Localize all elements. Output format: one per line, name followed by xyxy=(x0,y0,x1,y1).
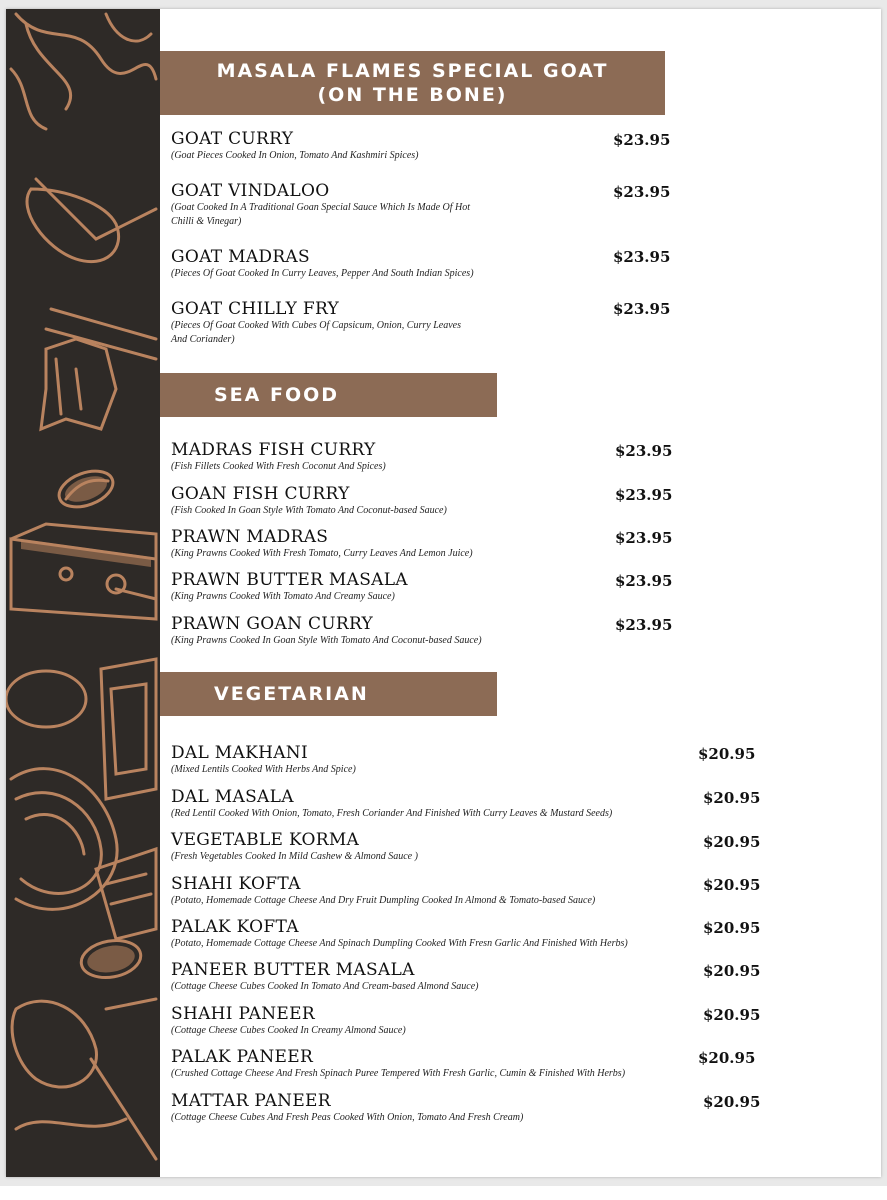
item-description-line2: And Coriander) xyxy=(171,334,235,345)
item-price: $20.95 xyxy=(703,1093,761,1111)
item-description: (Cottage Cheese Cubes Cooked In Tomato And Cream-based Almond Sauce) xyxy=(171,981,479,992)
item-price: $23.95 xyxy=(613,131,671,149)
menu-item-vegetable-korma xyxy=(171,830,418,864)
item-name: PANEER BUTTER MASALA xyxy=(171,960,415,980)
item-description: (Fresh Vegetables Cooked In Mild Cashew & Almond Sauce ) xyxy=(171,851,418,862)
decorative-sidebar xyxy=(6,9,160,1177)
item-price: $20.95 xyxy=(703,919,761,937)
menu-item-dal-masala xyxy=(171,787,612,821)
item-price: $23.95 xyxy=(615,486,673,504)
item-price: $23.95 xyxy=(615,616,673,634)
item-price: $23.95 xyxy=(613,248,671,266)
item-description: (King Prawns Cooked With Tomato And Creamy Sauce) xyxy=(171,591,395,602)
section-title-line1: MASALA FLAMES SPECIAL GOAT xyxy=(216,60,609,82)
section-header-seafood: SEA FOOD xyxy=(160,373,497,417)
item-price: $23.95 xyxy=(615,442,673,460)
item-price: $20.95 xyxy=(703,1006,761,1024)
item-price: $20.95 xyxy=(703,789,761,807)
item-description: (Potato, Homemade Cottage Cheese And Spinach Dumpling Cooked With Fresn Garlic And Finished With Herbs) xyxy=(171,938,628,949)
item-name: PALAK PANEER xyxy=(171,1047,314,1067)
item-name: SHAHI PANEER xyxy=(171,1004,315,1024)
item-description: (Cottage Cheese Cubes Cooked In Creamy Almond Sauce) xyxy=(171,1025,406,1036)
item-description: (Pieces Of Goat Cooked With Cubes Of Capsicum, Onion, Curry Leaves xyxy=(171,320,461,331)
item-price: $20.95 xyxy=(698,1049,756,1067)
item-description: (Fish Fillets Cooked With Fresh Coconut And Spices) xyxy=(171,461,386,472)
item-description: (Mixed Lentils Cooked With Herbs And Spice) xyxy=(171,764,356,775)
menu-item-palak-paneer xyxy=(171,1047,625,1081)
item-price: $20.95 xyxy=(703,833,761,851)
item-price: $23.95 xyxy=(615,529,673,547)
item-name: GOAT MADRAS xyxy=(171,247,310,267)
item-description: (Goat Cooked In A Traditional Goan Special Sauce Which Is Made Of Hot xyxy=(171,202,471,213)
item-name: SHAHI KOFTA xyxy=(171,874,301,894)
menu-item-mattar-paneer xyxy=(171,1091,523,1125)
menu-item-dal-makhani xyxy=(171,743,356,777)
item-description-line2: Chilli & Vinegar) xyxy=(171,216,242,227)
item-name: PRAWN GOAN CURRY xyxy=(171,614,374,634)
item-name: MADRAS FISH CURRY xyxy=(171,440,376,460)
item-description: (King Prawns Cooked In Goan Style With Tomato And Coconut-based Sauce) xyxy=(171,635,482,646)
menu-page xyxy=(6,9,881,1177)
menu-item-prawn-madras xyxy=(171,527,473,561)
menu-item-goat-chilly-fry xyxy=(171,299,461,347)
menu-item-shahi-paneer xyxy=(171,1004,406,1038)
item-name: DAL MASALA xyxy=(171,787,294,807)
item-description: (Fish Cooked In Goan Style With Tomato And Coconut-based Sauce) xyxy=(171,505,447,516)
section-title-line2: (ON THE BONE) xyxy=(317,84,508,106)
item-description: (Crushed Cottage Cheese And Fresh Spinach Puree Tempered With Fresh Garlic, Cumin & Finished With Herbs) xyxy=(171,1068,626,1079)
item-name: MATTAR PANEER xyxy=(171,1091,331,1111)
item-name: GOAN FISH CURRY xyxy=(171,484,350,504)
section-header-vegetarian: VEGETARIAN xyxy=(160,672,497,716)
menu-item-paneer-butter-masala xyxy=(171,960,478,994)
item-price: $23.95 xyxy=(613,183,671,201)
item-description: (Goat Pieces Cooked In Onion, Tomato And Kashmiri Spices) xyxy=(171,150,419,161)
menu-item-goat-vindaloo xyxy=(171,181,470,229)
item-name: PRAWN BUTTER MASALA xyxy=(171,570,408,590)
item-description: (Pieces Of Goat Cooked In Curry Leaves, Pepper And South Indian Spices) xyxy=(171,268,474,279)
item-name: PRAWN MADRAS xyxy=(171,527,329,547)
menu-item-prawn-butter-masala xyxy=(171,570,408,604)
item-description: (Potato, Homemade Cottage Cheese And Dry Fruit Dumpling Cooked In Almond & Tomato-based Sauce) xyxy=(171,895,596,906)
item-price: $23.95 xyxy=(615,572,673,590)
item-description: (King Prawns Cooked With Fresh Tomato, Curry Leaves And Lemon Juice) xyxy=(171,548,473,559)
item-price: $20.95 xyxy=(703,962,761,980)
menu-item-shahi-kofta xyxy=(171,874,595,908)
item-price: $20.95 xyxy=(703,876,761,894)
menu-item-prawn-goan-curry xyxy=(171,614,482,648)
item-description: (Cottage Cheese Cubes And Fresh Peas Cooked With Onion, Tomato And Fresh Cream) xyxy=(171,1112,524,1123)
item-price: $20.95 xyxy=(698,745,756,763)
item-name: GOAT CURRY xyxy=(171,129,294,149)
item-name: PALAK KOFTA xyxy=(171,917,299,937)
item-name: VEGETABLE KORMA xyxy=(171,830,360,850)
food-illustration xyxy=(6,9,160,1177)
menu-item-madras-fish-curry xyxy=(171,440,386,474)
menu-item-goan-fish-curry xyxy=(171,484,447,518)
section-header-goat xyxy=(160,51,665,115)
item-description: (Red Lentil Cooked With Onion, Tomato, Fresh Coriander And Finished With Curry Leaves & Mustard Seeds) xyxy=(171,808,613,819)
item-name: DAL MAKHANI xyxy=(171,743,308,763)
item-price: $23.95 xyxy=(613,300,671,318)
item-name: GOAT VINDALOO xyxy=(171,181,330,201)
item-name: GOAT CHILLY FRY xyxy=(171,299,340,319)
next-page-edge xyxy=(0,1186,887,1200)
menu-item-palak-kofta xyxy=(171,917,628,951)
menu-item-goat-curry xyxy=(171,129,418,163)
menu-item-goat-madras xyxy=(171,247,474,281)
